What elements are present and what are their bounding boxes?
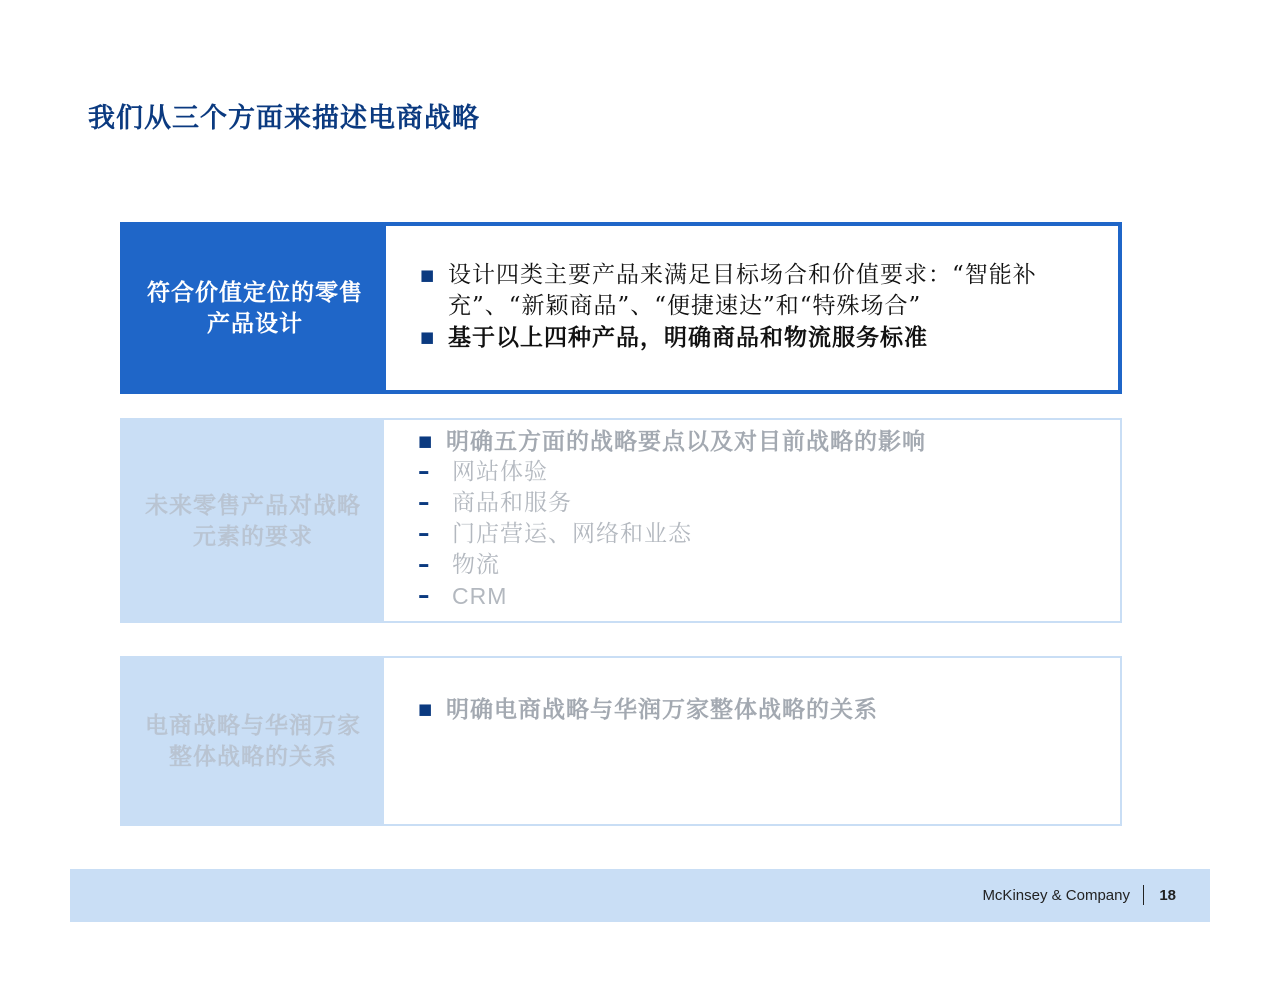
- square-bullet-icon: ■: [420, 328, 436, 346]
- sub-item-text: CRM: [452, 583, 508, 609]
- company-name: McKinsey & Company: [982, 887, 1130, 904]
- page-number: 18: [1159, 887, 1176, 904]
- bullet-text: 基于以上四种产品，明确商品和物流服务标准: [448, 324, 928, 351]
- square-bullet-icon: ■: [418, 432, 434, 450]
- sub-item-text: 商品和服务: [452, 490, 572, 516]
- sub-item: [418, 550, 1100, 581]
- section-body: [384, 658, 1120, 824]
- sub-item: [418, 488, 1100, 519]
- section-body: [384, 420, 1120, 621]
- section-label-line: 整体战略的关系: [169, 743, 337, 770]
- section-label: [122, 658, 384, 824]
- section-label: [122, 420, 384, 621]
- section-body: [386, 226, 1118, 390]
- page-title: 我们从三个方面来描述电商战略: [88, 103, 480, 134]
- bullet-item: [420, 260, 1098, 322]
- dash-icon: –: [418, 490, 431, 516]
- bullet-item: [418, 426, 1100, 457]
- bullet-text: 明确电商战略与华润万家整体战略的关系: [446, 696, 878, 723]
- sub-item-text: 门店营运、网络和业态: [452, 521, 692, 547]
- sub-item-text: 网站体验: [452, 459, 548, 485]
- section-label-line: 元素的要求: [193, 522, 313, 550]
- section-product-design: [120, 222, 1122, 394]
- dash-icon: –: [418, 583, 431, 609]
- section-label-line: 未来零售产品对战略: [145, 491, 361, 519]
- dash-icon: –: [418, 552, 431, 578]
- section-label: [124, 226, 386, 390]
- square-bullet-icon: ■: [418, 700, 434, 718]
- section-label-line: 电商战略与华润万家: [145, 712, 361, 739]
- sub-item: [418, 581, 1100, 612]
- sub-item: [418, 519, 1100, 550]
- section-strategy-requirements: [120, 418, 1122, 623]
- footer-bar: [70, 869, 1210, 922]
- sub-item: [418, 457, 1100, 488]
- footer-divider: [1143, 885, 1144, 905]
- section-label-line: 产品设计: [207, 310, 303, 337]
- section-overall-strategy: [120, 656, 1122, 826]
- dash-icon: –: [418, 521, 431, 547]
- bullet-item: [420, 322, 1098, 353]
- section-label-line: 符合价值定位的零售: [147, 279, 363, 306]
- dash-icon: –: [418, 459, 431, 485]
- square-bullet-icon: ■: [420, 266, 436, 284]
- bullet-text: 明确五方面的战略要点以及对目前战略的影响: [446, 428, 926, 455]
- bullet-text: 设计四类主要产品来满足目标场合和价值要求：“智能补充”、“新颖商品”、“便捷速达”和“特殊场合”: [448, 262, 1037, 319]
- bullet-item: [418, 694, 1100, 725]
- sub-item-text: 物流: [452, 552, 500, 578]
